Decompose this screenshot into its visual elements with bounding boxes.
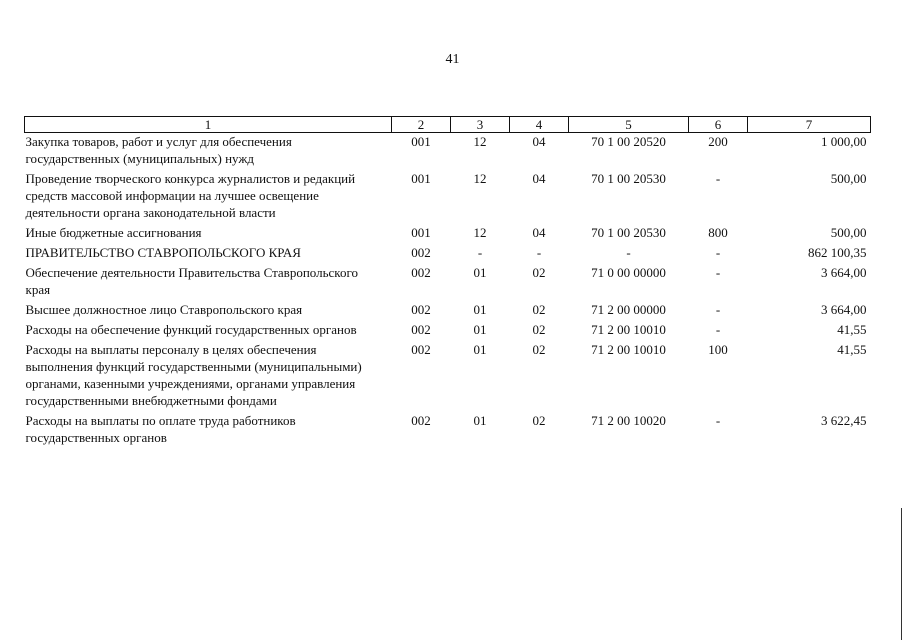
table-row	[25, 244, 871, 264]
row-amount: 1 000,00	[821, 134, 867, 149]
row-amount: 41,55	[837, 322, 867, 337]
row-ved: 001	[411, 134, 431, 149]
row-name: Расходы на выплаты по оплате труда работников государственных органов	[25, 413, 296, 445]
row-rz: 12	[473, 225, 487, 240]
row-ved: 002	[411, 322, 431, 337]
row-csr: 71 2 00 00000	[591, 302, 666, 317]
row-ved: 002	[411, 342, 431, 357]
row-vr: -	[715, 265, 721, 280]
row-amount: 3 664,00	[821, 302, 867, 317]
row-csr: 71 2 00 10010	[591, 342, 666, 357]
scan-edge-line	[901, 508, 902, 640]
table-row	[25, 264, 871, 301]
table-row	[25, 321, 871, 341]
header-col-5: 5	[569, 117, 689, 133]
row-rz: 01	[473, 302, 487, 317]
row-csr: 70 1 00 20530	[591, 225, 666, 240]
row-pr: 04	[532, 225, 546, 240]
row-rz: 12	[473, 171, 487, 186]
row-pr: 04	[532, 134, 546, 149]
row-amount: 3 622,45	[821, 413, 867, 428]
row-amount: 3 664,00	[821, 265, 867, 280]
row-rz: 01	[473, 322, 487, 337]
header-col-2: 2	[392, 117, 451, 133]
row-amount: 500,00	[830, 171, 867, 186]
row-name: Проведение творческого конкурса журналистов и редакций средств массовой информации на лучшее освещение деятельности органа законодательной власти	[25, 171, 356, 220]
table-row	[25, 301, 871, 321]
row-name: Иные бюджетные ассигнования	[25, 225, 202, 240]
row-vr: -	[715, 322, 721, 337]
row-vr: 100	[708, 342, 728, 357]
row-rz: 01	[473, 413, 487, 428]
row-rz: 01	[473, 265, 487, 280]
row-pr: -	[536, 245, 542, 260]
table-row	[25, 224, 871, 244]
row-ved: 002	[411, 245, 431, 260]
row-vr: -	[715, 302, 721, 317]
header-col-3: 3	[451, 117, 510, 133]
header-col-4: 4	[510, 117, 569, 133]
row-pr: 02	[532, 413, 546, 428]
header-col-6: 6	[689, 117, 748, 133]
header-row	[25, 117, 871, 133]
row-rz: 12	[473, 134, 487, 149]
page-number: 41	[445, 52, 460, 67]
row-csr: 71 2 00 10010	[591, 322, 666, 337]
row-vr: 800	[708, 225, 728, 240]
row-pr: 04	[532, 171, 546, 186]
row-ved: 002	[411, 265, 431, 280]
row-amount: 41,55	[837, 342, 867, 357]
row-ved: 002	[411, 413, 431, 428]
row-vr: -	[715, 245, 721, 260]
table-row	[25, 170, 871, 224]
row-name: Высшее должностное лицо Ставропольского края	[25, 302, 303, 317]
row-name: Расходы на обеспечение функций государственных органов	[25, 322, 357, 337]
row-name: Расходы на выплаты персоналу в целях обеспечения выполнения функций государственными (муниципальными) органами, казенными учреждениями, органами управления государственными внебюджетными фондами	[25, 342, 362, 408]
row-ved: 001	[411, 171, 431, 186]
row-ved: 002	[411, 302, 431, 317]
row-vr: 200	[708, 134, 728, 149]
row-vr: -	[715, 413, 721, 428]
row-pr: 02	[532, 302, 546, 317]
row-csr: 71 2 00 10020	[591, 413, 666, 428]
row-name: ПРАВИТЕЛЬСТВО СТАВРОПОЛЬСКОГО КРАЯ	[25, 245, 301, 260]
row-rz: -	[477, 245, 483, 260]
row-amount: 500,00	[830, 225, 867, 240]
row-name: Закупка товаров, работ и услуг для обеспечения государственных (муниципальных) нужд	[25, 134, 292, 166]
header-col-1: 1	[25, 117, 392, 133]
row-csr: 70 1 00 20520	[591, 134, 666, 149]
row-ved: 001	[411, 225, 431, 240]
table-row	[25, 341, 871, 412]
table-row	[25, 412, 871, 449]
header-col-7: 7	[748, 117, 871, 133]
row-csr: 70 1 00 20530	[591, 171, 666, 186]
row-name: Обеспечение деятельности Правительства Ставропольского края	[25, 265, 358, 297]
row-rz: 01	[473, 342, 487, 357]
row-pr: 02	[532, 322, 546, 337]
budget-table	[24, 116, 871, 449]
row-csr: 71 0 00 00000	[591, 265, 666, 280]
row-pr: 02	[532, 265, 546, 280]
row-amount: 862 100,35	[808, 245, 867, 260]
row-pr: 02	[532, 342, 546, 357]
row-vr: -	[715, 171, 721, 186]
table-row	[25, 133, 871, 171]
row-csr: -	[626, 245, 631, 260]
